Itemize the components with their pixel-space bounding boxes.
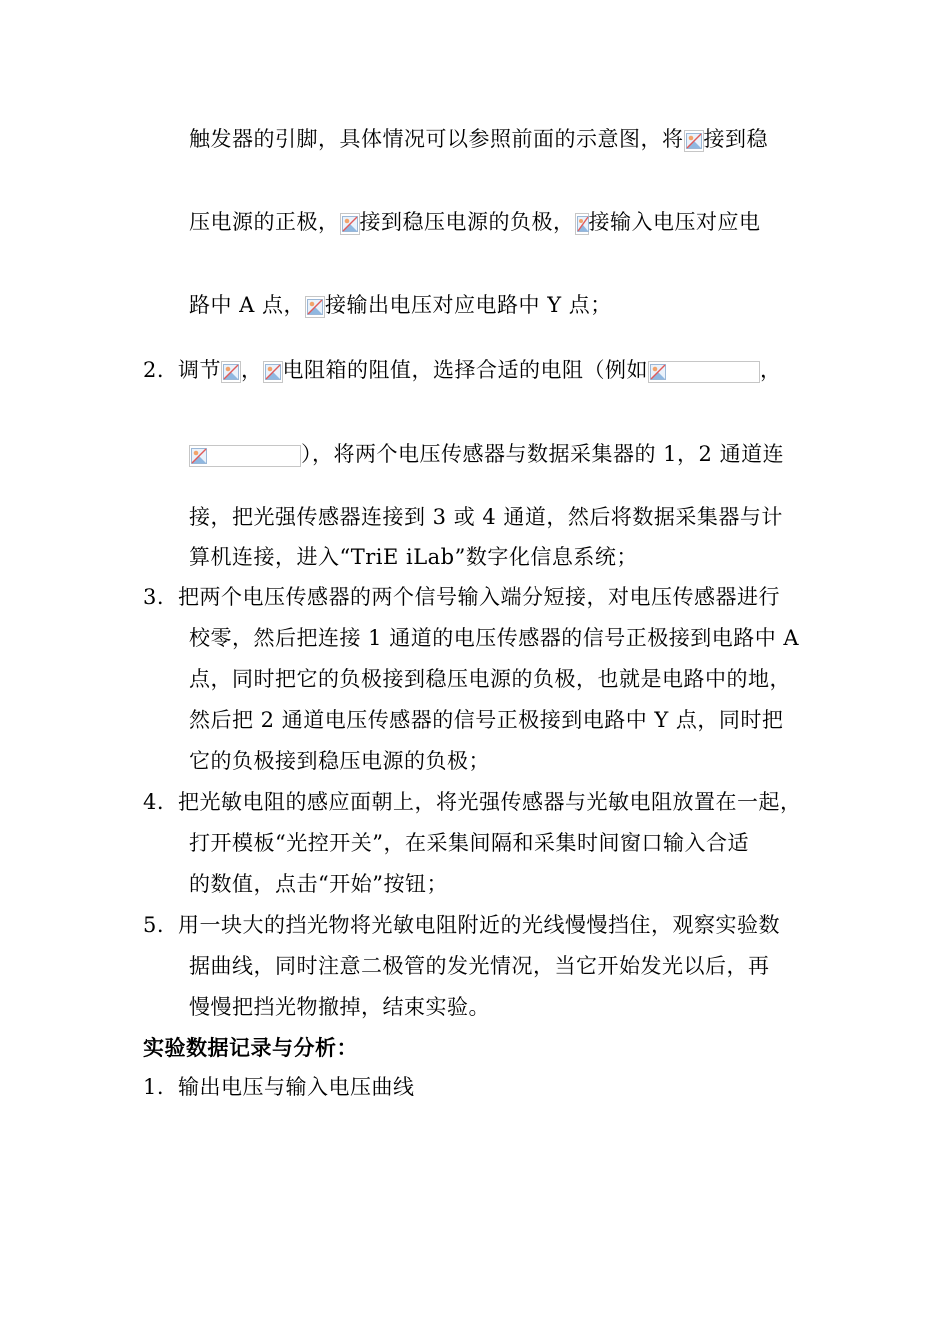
paragraph-line xyxy=(178,356,782,384)
text-run: 调节 xyxy=(178,358,221,382)
text-run: 接输出电压对应电路中 Y 点； xyxy=(325,293,612,317)
broken-image-icon xyxy=(305,296,325,318)
text-run: 接到稳压电源的负极， xyxy=(359,210,575,234)
paragraph-line xyxy=(189,291,612,319)
broken-image-icon xyxy=(221,361,241,383)
text-run: 触发器的引脚，具体情况可以参照前面的示意图，将 xyxy=(189,127,684,151)
paragraph-line: 打开模板“光控开关”，在采集间隔和采集时间窗口输入合适 xyxy=(189,831,749,855)
paragraph-line xyxy=(189,208,761,236)
paragraph-line: 把光敏电阻的感应面朝上，将光强传感器与光敏电阻放置在一起， xyxy=(178,790,802,814)
section-heading: 实验数据记录与分析： xyxy=(143,1035,358,1060)
paragraph-line: 点，同时把它的负极接到稳压电源的负极，也就是电路中的地， xyxy=(189,667,791,691)
text-run: 路中 A 点， xyxy=(189,293,306,317)
paragraph-line: 输出电压与输入电压曲线 xyxy=(178,1075,415,1099)
paragraph-line: 的数值，点击“开始”按钮； xyxy=(189,872,448,896)
text-run: 接输入电压对应电 xyxy=(588,210,761,234)
list-item-number xyxy=(143,356,164,384)
list-number: 2. xyxy=(143,358,165,382)
list-number: 4. xyxy=(143,790,165,814)
broken-image-icon xyxy=(340,213,360,235)
paragraph-line: 把两个电压传感器的两个信号输入端分短接，对电压传感器进行 xyxy=(178,585,780,609)
paragraph-line xyxy=(189,125,768,153)
broken-image-icon xyxy=(575,213,589,235)
broken-image-icon xyxy=(189,445,301,467)
list-number: 5. xyxy=(143,913,165,937)
broken-image-icon xyxy=(648,361,760,383)
paragraph-line: 它的负极接到稳压电源的负极； xyxy=(189,749,490,773)
list-number: 1. xyxy=(143,1075,165,1099)
broken-image-icon xyxy=(684,130,704,152)
paragraph-line: 算机连接，进入“TriE iLab”数字化信息系统； xyxy=(189,545,638,569)
text-run: ， xyxy=(241,358,263,382)
text-run: ， xyxy=(760,358,782,382)
text-run: 接到稳 xyxy=(703,127,768,151)
paragraph-line: 用一块大的挡光物将光敏电阻附近的光线慢慢挡住，观察实验数 xyxy=(178,913,780,937)
text-run: 电阻箱的阻值，选择合适的电阻（例如 xyxy=(282,358,648,382)
text-run: ），将两个电压传感器与数据采集器的 1，2 通道连 xyxy=(301,442,785,466)
list-number: 3. xyxy=(143,585,165,609)
broken-image-icon xyxy=(263,361,283,383)
paragraph-line xyxy=(189,440,784,468)
paragraph-line: 然后把 2 通道电压传感器的信号正极接到电路中 Y 点，同时把 xyxy=(189,708,784,732)
paragraph-line: 校零，然后把连接 1 通道的电压传感器的信号正极接到电路中 A xyxy=(189,626,800,650)
paragraph-line: 慢慢把挡光物撤掉，结束实验。 xyxy=(189,995,490,1019)
paragraph-line: 据曲线，同时注意二极管的发光情况，当它开始发光以后，再 xyxy=(189,954,770,978)
paragraph-line: 接，把光强传感器连接到 3 或 4 通道，然后将数据采集器与计 xyxy=(189,505,783,529)
text-run: 压电源的正极， xyxy=(189,210,340,234)
